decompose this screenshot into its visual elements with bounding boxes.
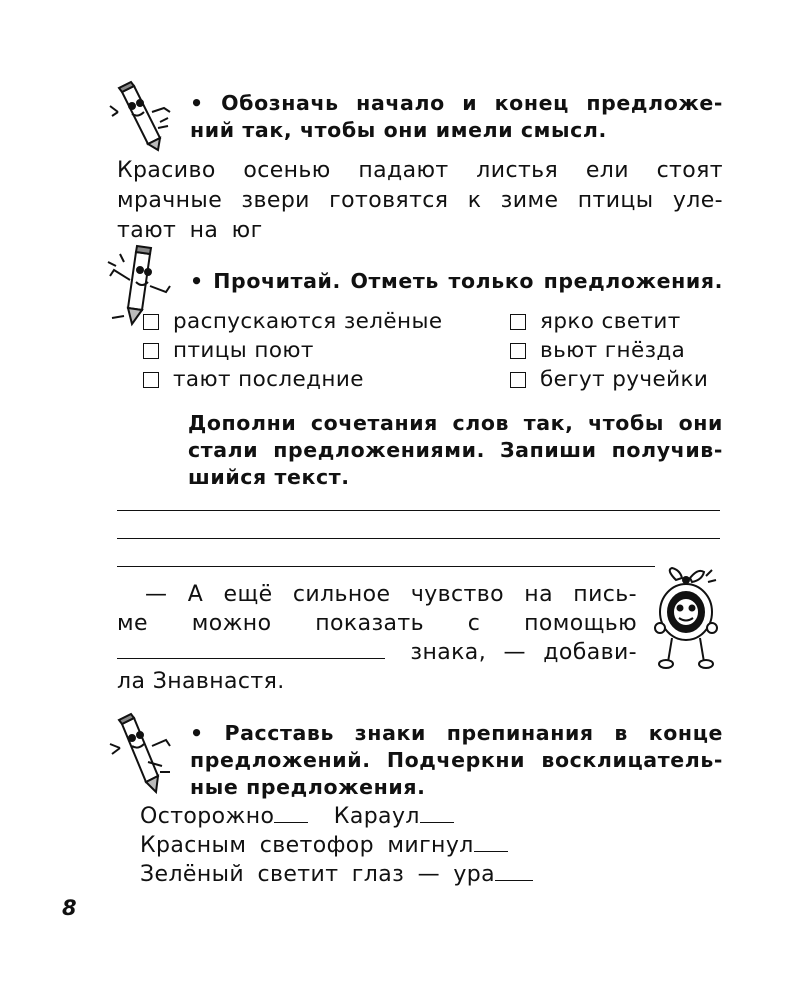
answer-blank[interactable]: [495, 860, 533, 881]
task3-instruction: [190, 720, 723, 801]
option-row[interactable]: [143, 308, 443, 336]
answer-blank[interactable]: [117, 638, 385, 659]
task1-instruction-line2: ний так, чтобы они имели смысл.: [190, 118, 607, 142]
znavnastya-mascot-icon: [646, 566, 732, 674]
task1-instruction-line1: • Обозначь начало и конец предложе-: [190, 91, 723, 115]
task1-text-line2: мрачные звери готовятся к зиме птицы уле-: [117, 188, 723, 213]
task2-sub-line3: шийся текст.: [188, 465, 350, 489]
option-label: вьют гнёзда: [540, 338, 686, 363]
dialog-line3-text: знака, — добави-: [410, 640, 637, 665]
task2-sub-line2: стали предложениями. Запиши получив-: [188, 438, 723, 462]
checkbox[interactable]: [143, 372, 159, 388]
task2-instruction: [190, 268, 723, 295]
option-row[interactable]: [143, 366, 364, 394]
checkbox[interactable]: [510, 343, 526, 359]
option-label: распускаются зелёные: [173, 309, 443, 334]
option-label: птицы поют: [173, 338, 314, 363]
pencil-mascot-icon: [108, 714, 174, 796]
answer-line[interactable]: [117, 510, 720, 511]
option-row[interactable]: [143, 337, 314, 365]
task1-text-line1: Красиво осенью падают листья ели стоят: [117, 158, 723, 183]
dialog-line3: [117, 638, 637, 667]
task2-instruction-line: • Прочитай. Отметь только предложения.: [190, 269, 723, 293]
checkbox[interactable]: [143, 343, 159, 359]
dialog-line4: ла Знавнастя.: [117, 669, 285, 694]
answer-blank[interactable]: [274, 802, 308, 823]
checkbox[interactable]: [143, 314, 159, 330]
answer-blank[interactable]: [420, 802, 454, 823]
task2-sub-line1: Дополни сочетания слов так, чтобы они: [188, 411, 723, 435]
exercise-text: Красным светофор мигнул: [140, 833, 474, 858]
exercise-line: [140, 860, 533, 890]
task1-text-line3: тают на юг: [117, 218, 263, 243]
answer-line[interactable]: [117, 538, 720, 539]
task3-instruction-line1: • Расставь знаки препинания в конце: [190, 721, 723, 745]
option-row[interactable]: [510, 366, 708, 394]
dialog-line2: ме можно показать с помощью: [117, 611, 637, 636]
dialog-text: [117, 580, 637, 696]
exercise-line: [140, 831, 508, 861]
task1-instruction: [190, 90, 723, 144]
task2-subinstruction: [188, 410, 723, 491]
checkbox[interactable]: [510, 314, 526, 330]
option-label: тают последние: [173, 367, 364, 392]
answer-line[interactable]: [117, 566, 655, 567]
exercise-text: Осторожно: [140, 804, 275, 829]
pencil-mascot-icon: [108, 82, 174, 152]
option-row[interactable]: [510, 308, 681, 336]
option-row[interactable]: [510, 337, 685, 365]
dialog-line1: — А ещё сильное чувство на пись-: [145, 582, 637, 607]
answer-blank[interactable]: [474, 831, 508, 852]
task3-instruction-line2: предложений. Подчеркни восклицатель-: [190, 748, 723, 772]
exercise-text: Караул: [333, 804, 420, 829]
task1-text: [117, 156, 723, 246]
option-label: ярко светит: [540, 309, 681, 334]
option-label: бегут ручейки: [540, 367, 709, 392]
exercise-text: Зелёный светит глаз — ура: [140, 862, 496, 887]
exercise-line: [140, 802, 454, 832]
task3-instruction-line3: ные предложения.: [190, 775, 426, 799]
page-number: 8: [62, 896, 77, 920]
checkbox[interactable]: [510, 372, 526, 388]
